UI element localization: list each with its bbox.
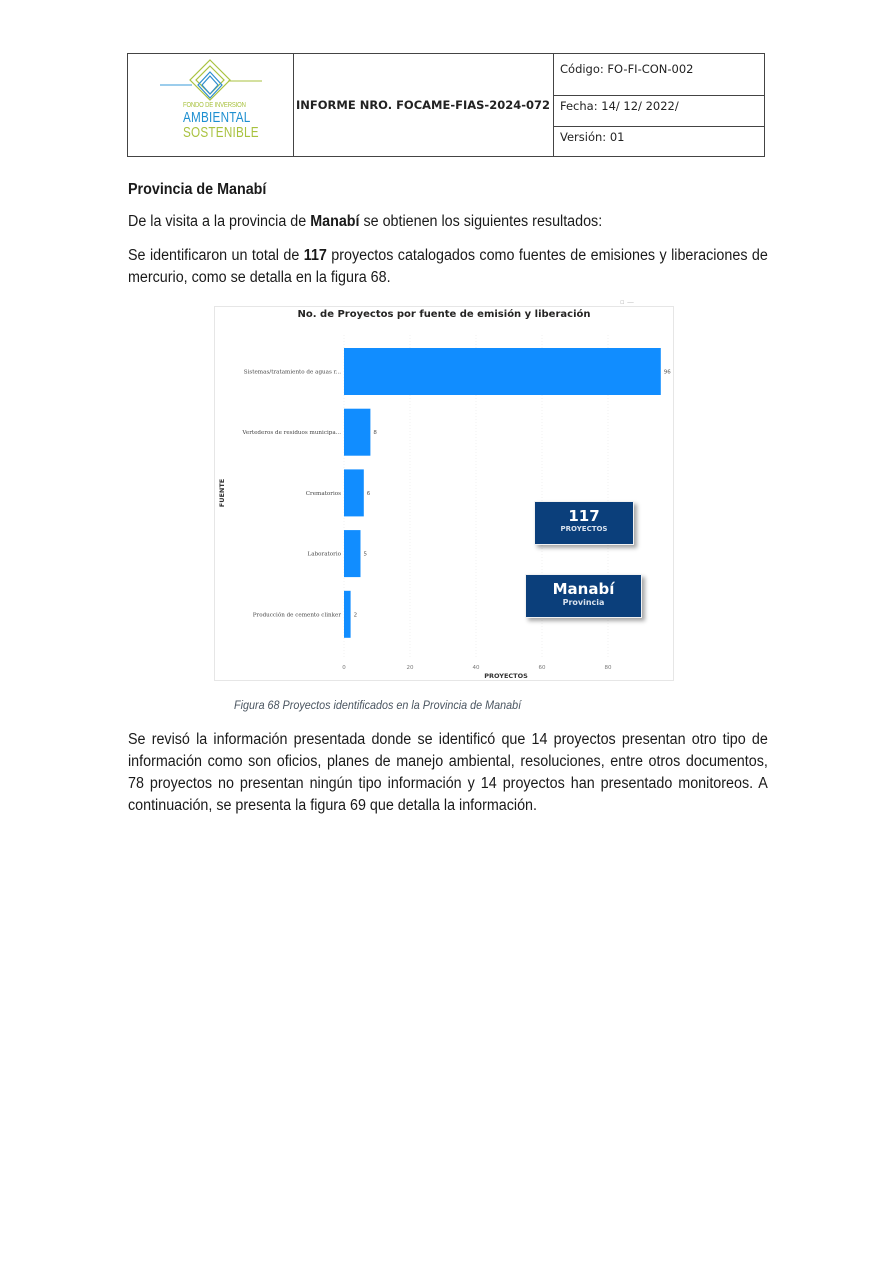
document-code: Código: FO-FI-CON-002 [554,54,764,96]
x-tick-label: 80 [604,665,612,671]
x-tick-label: 20 [406,665,414,671]
paragraph-review: Se revisó la información presentada donde se identificó que 14 proyectos presentan otro tipo de información como son oficios, planes de manejo ambiental, resoluciones, entre otros documentos, 78 proyectos no presentan ningún tipo información y 14 proyectos han presentado monitoreos. A continuación, se presenta la figura 69 que detalla la información. [128,731,768,814]
data-label: 96 [663,369,671,376]
category-label: Crematorios [305,490,341,497]
data-label: 2 [353,612,358,619]
chart-title: No. de Proyectos por fuente de emisión y liberación [297,309,591,320]
document-version: Versión: 01 [560,130,625,144]
bar[interactable] [344,530,361,577]
paragraph-intro-text: De la visita a la provincia de [128,213,311,230]
bar[interactable] [344,469,364,516]
chart-focus-mode-icon[interactable]: ▫ — [620,298,634,306]
bar[interactable] [344,591,351,638]
paragraph-intro [128,211,723,233]
data-label: 8 [373,430,377,437]
paragraph-total-text-end: proyectos catalogados como fuentes de emisiones y liberaciones de mercurio, como se detalla en la figura 68. [128,247,768,286]
paragraph-total [128,245,768,289]
x-axis-label: PROYECTOS [484,672,528,680]
paragraph-intro-text-end: se obtienen los siguientes resultados: [359,213,603,230]
kpi-value: Manabí [552,580,615,598]
paragraph-total-bold: 117 [303,247,327,264]
kpi-card-total-projects [534,501,634,545]
bar-chart [214,306,674,681]
report-title: INFORME NRO. FOCAME-FIAS-2024-072 [293,54,554,156]
chart-plot-area [215,307,673,680]
document-date: Fecha: 14/ 12/ 2022/ [554,96,764,127]
data-label: 6 [366,490,371,497]
bar[interactable] [344,409,370,456]
logo-diamond-icon [156,58,266,108]
kpi-label: Provincia [562,598,605,607]
logo-text-line3: SOSTENIBLE [183,124,259,141]
x-tick-label: 40 [472,665,480,671]
category-label: Producción de cemento clinker [252,612,341,619]
kpi-value: 117 [568,507,600,525]
document-header-table [127,53,765,157]
category-label: Vertederos de residuos municipa... [242,430,341,437]
category-label: Sistemas/tratamiento de aguas r... [243,369,341,376]
paragraph-intro-bold: Manabí [310,213,360,230]
data-label: 5 [363,551,367,558]
y-axis-label: FUENTE [218,478,226,508]
logo-text-line1: FONDO DE INVERSION [183,102,246,109]
x-tick-label: 0 [342,665,346,671]
logo-text-line2: AMBIENTAL [183,109,251,126]
bar[interactable] [344,348,661,395]
section-title: Provincia de Manabí [128,181,267,198]
figure-caption: Figura 68 Proyectos identificados en la Provincia de Manabí [234,699,522,712]
kpi-card-province [525,574,642,618]
kpi-label: PROYECTOS [560,525,608,533]
logo-cell [128,54,294,156]
paragraph-total-text: Se identificaron un total de [128,247,304,264]
category-label: Laboratorio [307,551,341,558]
x-tick-label: 60 [538,665,546,671]
